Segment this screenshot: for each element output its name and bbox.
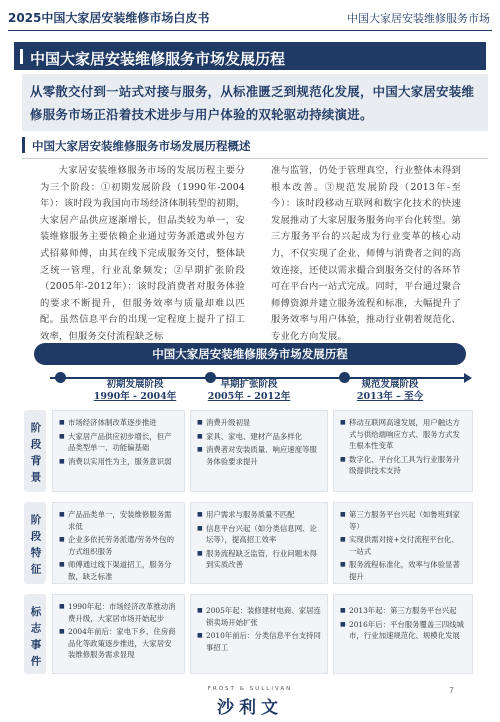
list-item: ■ 信息平台兴起（如分类信息网、论坛等），提高招工效率 <box>197 523 321 546</box>
header-divider <box>8 30 492 31</box>
cell-features-stage-2 <box>190 502 328 584</box>
list-item: ■ 1990年起：市场经济改革推动消费升级，大家居市场开始起步 <box>59 601 178 624</box>
title-accent <box>20 49 23 64</box>
list-item: ■ 消费者对安装质量、响应速度等服务体验要求提升 <box>197 444 321 467</box>
timeline-banner-text: 中国大家居安装维修服务市场发展历程 <box>152 347 348 361</box>
row-label-text: 阶段背景 <box>29 422 42 488</box>
page-number: 7 <box>448 686 454 695</box>
stage-name: 规范发展阶段 <box>361 379 419 390</box>
row-label-text: 阶段特征 <box>29 514 42 580</box>
footer-logo-subtitle: FROST & SULLIVAN <box>207 686 293 692</box>
overview-column-1: 大家居安装维修服务市场的发展历程主要分为三个阶段：①初期发展阶段（1990年-2004年）：该时段为我国向市场经济体制转型的初期，大家居产品供应逐渐增长，但品类较为单一，安装维修服务主要依赖企业通过劳务派遣或外包方式招募师傅，由其在线下完成服务交付，整体缺乏统一管理，行业乱象频发；②早期扩张阶段（2005年-2012年）：该时段消费者对服务体验的要求不断提升，但服务效率与质量却难以匹配。虽然信息平台的出现一定程度上提升了招工效率，但服务交付流程缺乏标 <box>40 165 245 342</box>
cell-background-stage-1 <box>52 410 185 492</box>
stage-date: 2005年 - 2012年 <box>207 391 291 402</box>
cell-events-stage-1 <box>52 594 185 674</box>
list-item: ■ 家具、家电、建材产品多样化 <box>197 431 321 443</box>
list-item: ■ 用户需求与服务质量不匹配 <box>197 509 321 521</box>
overview-heading <box>22 135 262 155</box>
timeline-dot <box>55 372 66 383</box>
list-item: ■ 消费升级初显 <box>197 417 321 429</box>
list-item: ■ 2010年前后：分类信息平台支持同事招工 <box>197 630 321 653</box>
list-item: ■ 市场经济体制改革逐步推进 <box>59 417 178 429</box>
page-title: 中国大家居安装维修服务市场发展历程 <box>30 50 286 68</box>
report-title: 2025中国大家居安装维修市场白皮书 <box>8 11 210 25</box>
list-item: ■ 大家居产品供应初步增长，但产品类型单一、功能偏基础 <box>59 431 178 454</box>
cell-background-stage-3 <box>333 410 473 492</box>
row-label-events <box>24 594 46 674</box>
row-label-background <box>24 410 46 492</box>
stage-date: 1990年 - 2004年 <box>93 391 177 402</box>
row-label-features <box>24 502 46 584</box>
page-header <box>0 0 500 34</box>
overview-column-2: 准与监管，仍处于管理真空，行业整体未得到根本改善。③规范发展阶段（2013年-至今）：该时段移动互联网和数字化技术的快速发展推动了大家居服务服务向平台化转型。第三方服务平台的兴起成为行业变革的核心动力，不仅实现了企业、师傅与消费者之间的高效连接，还使以需求撮合到服务交付的各环节可在平台内一站式完成。同时，平台通过聚合师傅资源并建立服务流程和标准，大幅提升了服务效率与用户体验，推动行业朝着规范化、专业化方向发展。 <box>271 165 461 342</box>
list-item: ■ 2005年起：装修建材电商、家居连锁卖场开始扩张 <box>197 605 321 628</box>
row-label-text: 标志事件 <box>29 606 42 672</box>
overview-heading-text: 中国大家居安装维修服务市场发展历程概述 <box>32 139 251 153</box>
list-item: ■ 2013年起：第三方服务平台兴起 <box>340 605 466 617</box>
timeline-banner <box>34 343 466 365</box>
heading-divider <box>22 158 488 159</box>
timeline-arrow-icon <box>464 373 472 383</box>
list-item: ■ 消费以实用性为主，服务意识弱 <box>59 456 178 468</box>
list-item: ■ 企业多依托劳务派遣/劳务外包的方式组织服务 <box>59 534 178 557</box>
list-item: ■ 数字化、平台化工具为行业服务升级提供技术支持 <box>340 454 466 477</box>
heading-accent <box>22 137 25 153</box>
list-item: ■ 师傅通过线下渠道招工，服务分散，缺乏标准 <box>59 559 178 582</box>
list-item: ■ 实现供需对接+交付流程平台化、一站式 <box>340 534 466 557</box>
lead-text: 从零散交付到一站式对接与服务，从标准匮乏到规范化发展，中国大家居安装维修服务市场正沿着技术进步与用户体验的双轮驱动持续演进。 <box>30 84 475 122</box>
cell-features-stage-3 <box>333 502 473 584</box>
list-item: ■ 产品品类单一，安装维修服务需求低 <box>59 509 178 532</box>
footer-logo: 沙利文 <box>217 698 283 718</box>
cell-events-stage-2 <box>190 594 328 674</box>
list-item: ■ 2004年前后：家电下乡、住房商品化等政策逐步推进，大家居安装维修服务需求显现 <box>59 626 178 661</box>
cell-features-stage-1 <box>52 502 185 584</box>
list-item: ■ 移动互联网高速发展，用户触达方式与供给端响应方式、服务方式发生根本性变革 <box>340 417 466 452</box>
stage-name: 初期发展阶段 <box>106 379 164 390</box>
stage-name: 早期扩张阶段 <box>220 379 278 390</box>
cell-events-stage-3 <box>333 594 473 674</box>
list-item: ■ 服务流程标准化，效率与体验显著提升 <box>340 559 466 582</box>
cell-background-stage-2 <box>190 410 328 492</box>
list-item: ■ 第三方服务平台兴起（如鲁班到家等） <box>340 509 466 532</box>
section-title: 中国大家居安装维修服务市场 <box>347 12 490 25</box>
stage-date: 2013年 – 至今 <box>356 391 424 402</box>
list-item: ■ 2016年后：平台服务覆盖三四线城市，行业加速规范化、规模化发展 <box>340 619 466 642</box>
list-item: ■ 服务流程缺乏监管，行业问题未得到实质改善 <box>197 548 321 571</box>
